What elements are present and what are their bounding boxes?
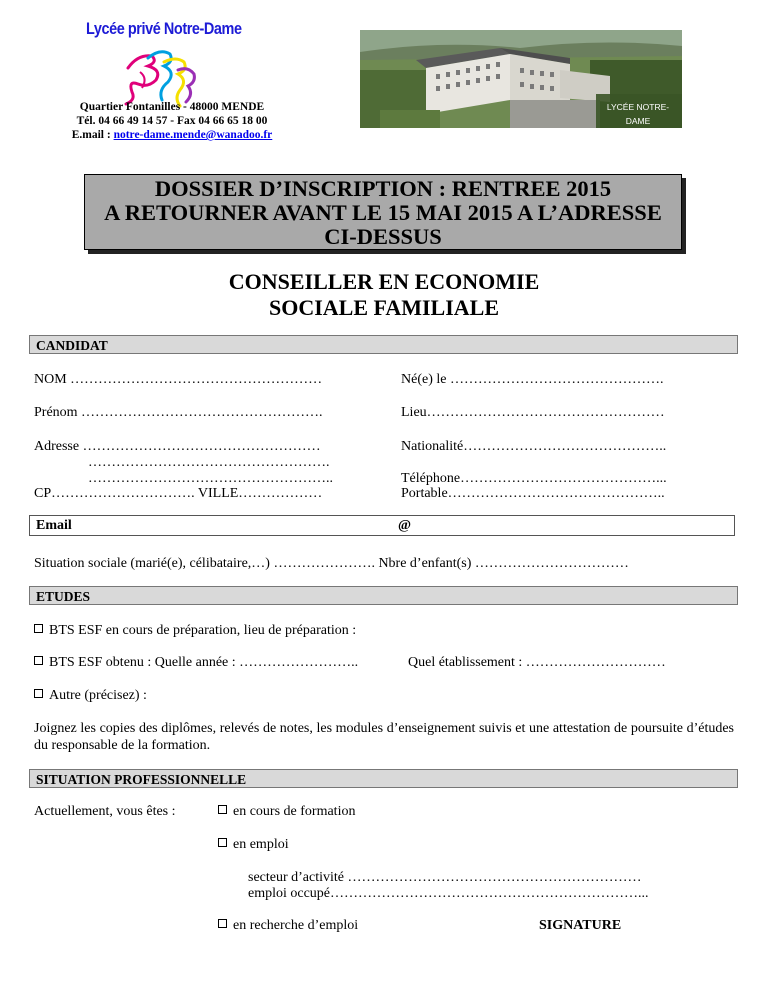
pro-option-emploi[interactable] [218,837,289,853]
school-email-link[interactable]: notre-dame.mende@wanadoo.fr [113,129,273,141]
section-candidat: CANDIDAT [29,335,738,354]
address-line: Quartier Fontanilles - 48000 MENDE [79,101,265,113]
adresse-line3-field[interactable]: …………………………………………….. [88,471,333,486]
portable-field[interactable]: Portable……………………………………….. [401,486,665,501]
section-situation-pro: SITUATION PROFESSIONNELLE [29,769,738,788]
program-title-line2: SOCIALE FAMILIALE [268,295,500,320]
checkbox-icon[interactable] [34,656,43,665]
checkbox-icon[interactable] [34,624,43,633]
birthplace-field[interactable]: Lieu…………………………………………… [401,405,665,420]
etudes-option-preparation[interactable] [34,623,356,639]
adresse-line2-field[interactable]: ……………………………………………. [88,455,330,470]
etudes-option-obtenu-label: BTS ESF obtenu : Quelle année : …………………….. [49,655,359,670]
birthdate-field[interactable]: Né(e) le ………………………………………. [401,372,664,387]
school-name: Lycée privé Notre-Dame [86,19,242,38]
signature-label: SIGNATURE [539,918,622,933]
school-photo [360,30,682,140]
photo-caption-line2: MENDE [622,130,654,140]
checkbox-icon[interactable] [218,838,227,847]
etudes-option-autre[interactable] [34,688,147,704]
email-label: E.mail : [71,129,114,141]
banner-line1: DOSSIER D’INSCRIPTION : RENTREE 2015 [154,176,612,201]
section-etudes: ETUDES [29,586,738,605]
cp-ville-field[interactable]: CP…………………………. VILLE……………… [34,486,323,501]
pro-option-formation[interactable] [218,804,355,820]
etudes-note: Joignez les copies des diplômes, relevés de notes, les modules d’enseignement suivis et une attestation de poursuite d’études du responsable de la formation. [34,721,734,753]
adresse-field[interactable]: Adresse …………………………………………… [34,439,321,454]
program-title-line1: CONSEILLER EN ECONOMIE [228,269,540,294]
pro-option-recherche[interactable] [218,918,358,934]
email-label: Email [36,518,72,533]
banner-line2: A RETOURNER AVANT LE 15 MAI 2015 A L’ADRESSE [104,200,662,225]
photo-caption-line1: LYCÉE NOTRE-DAME [606,102,670,126]
email-box[interactable] [29,515,735,536]
email-line [57,128,287,142]
nom-field[interactable]: NOM ……………………………………………… [34,372,323,387]
photo-caption [598,100,678,142]
program-title [0,269,768,321]
checkbox-icon[interactable] [218,805,227,814]
banner-line3: CI-DESSUS [324,224,442,249]
situation-sociale-field[interactable]: Situation sociale (marié(e), célibataire,…) …………………. Nbre d’enfant(s) …………………………… [34,556,629,571]
phone-fax-line: Tél. 04 66 49 14 57 - Fax 04 66 65 18 00 [76,115,268,127]
pro-option-formation-label: en cours de formation [233,804,356,819]
etudes-option-obtenu[interactable] [34,655,358,671]
email-at-symbol: @ [398,518,412,533]
pro-option-emploi-label: en emploi [233,837,289,852]
situation-question: Actuellement, vous êtes : [34,804,176,819]
etudes-option-preparation-label: BTS ESF en cours de préparation, lieu de préparation : [49,623,357,638]
checkbox-icon[interactable] [218,919,227,928]
telephone-field[interactable]: Téléphone……………………………………... [401,471,667,486]
school-address [57,100,287,142]
prenom-field[interactable]: Prénom ……………………………………………. [34,405,323,420]
emploi-occupe-field[interactable]: emploi occupé…………………………………………………………... [248,886,649,901]
secteur-activite-field[interactable]: secteur d’activité ……………………………………………………… [248,870,642,885]
etablissement-field[interactable]: Quel établissement : ………………………… [408,655,666,670]
pro-option-recherche-label: en recherche d’emploi [233,918,359,933]
nationalite-field[interactable]: Nationalité…………………………………….. [401,439,667,454]
title-banner [84,174,682,250]
etudes-option-autre-label: Autre (précisez) : [49,688,147,703]
checkbox-icon[interactable] [34,689,43,698]
